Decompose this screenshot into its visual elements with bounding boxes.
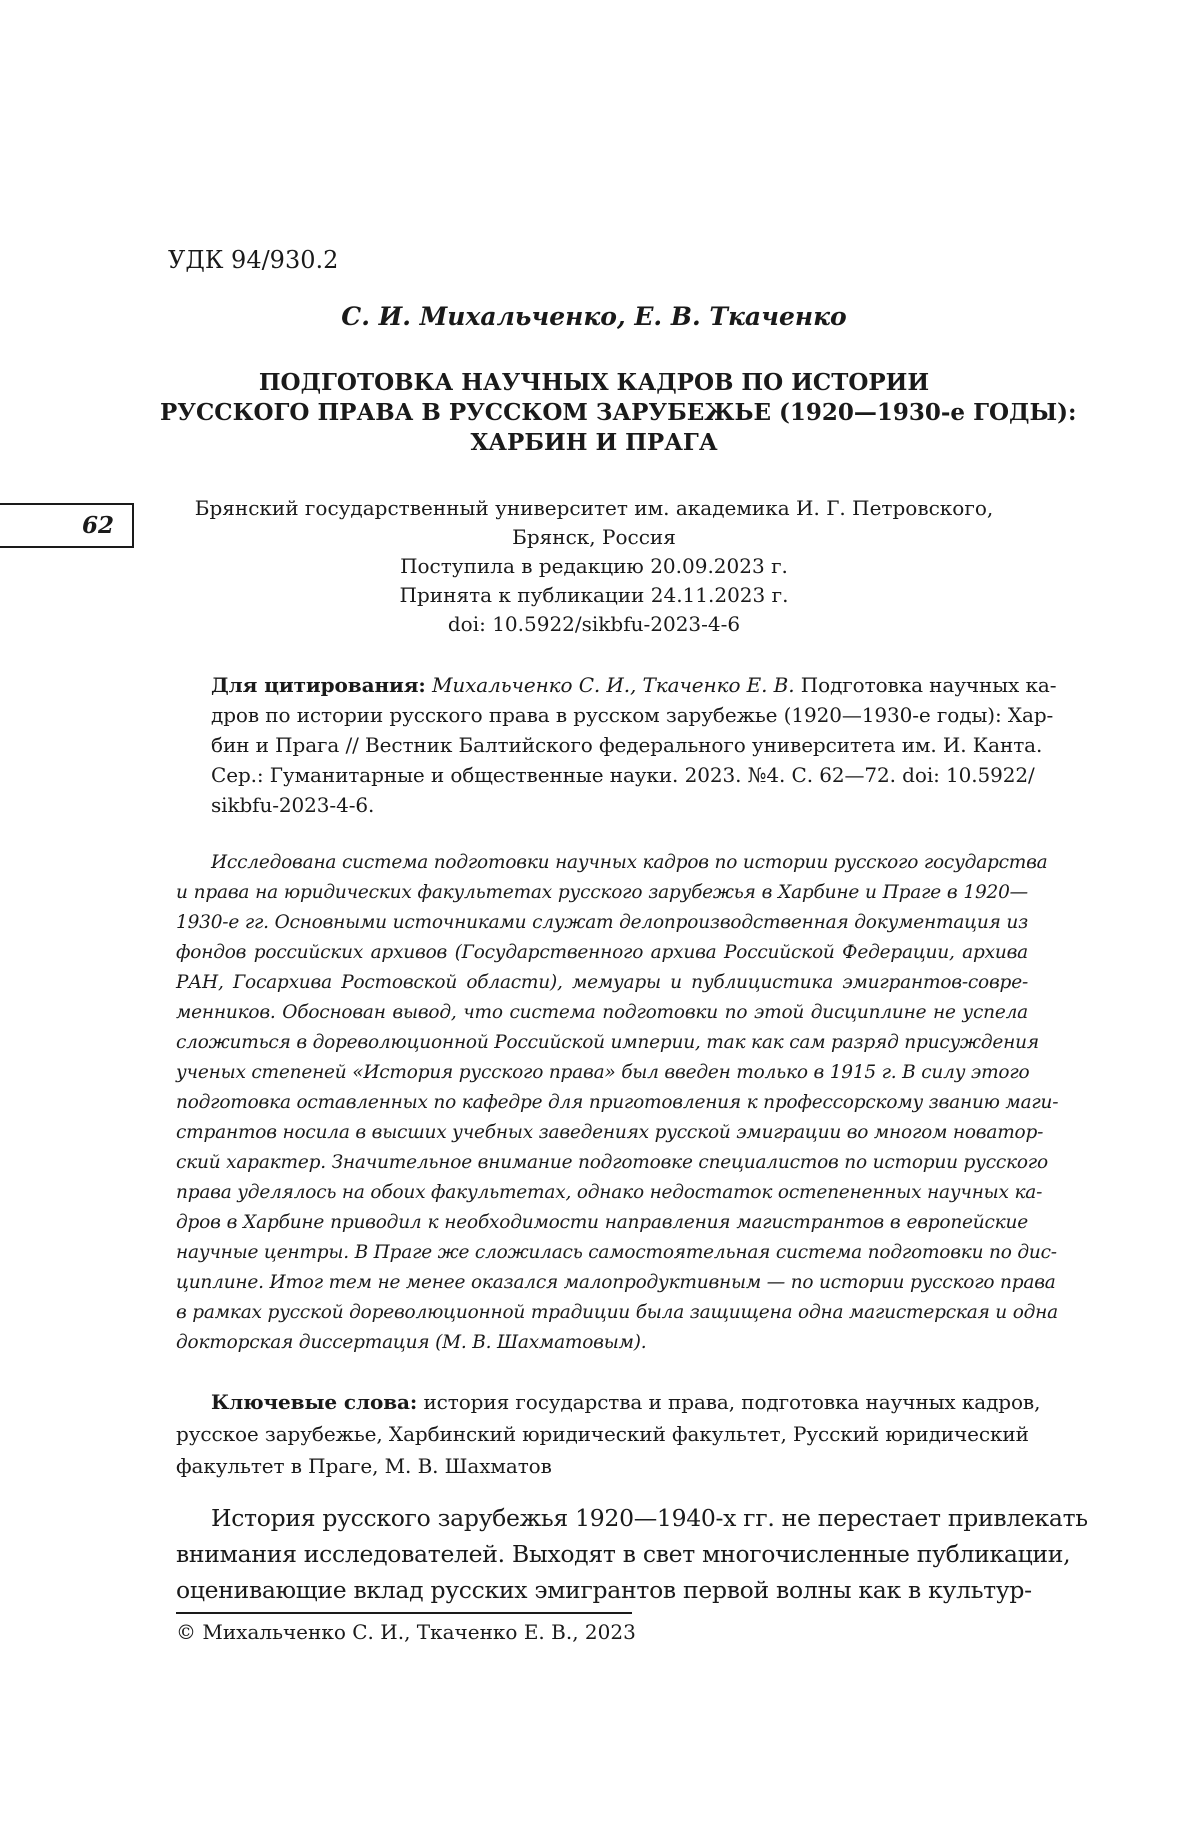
affiliation-university: Брянский государственный университет им. академика И. Г. Петровского, xyxy=(194,496,994,520)
keywords-text: история государства и права, подготовка научных кадров, xyxy=(423,1390,1041,1414)
keywords-block xyxy=(176,1386,1041,1482)
body-paragraph xyxy=(176,1500,1088,1608)
footnote-divider xyxy=(176,1612,632,1614)
keywords-line: факультет в Праге, М. В. Шахматов xyxy=(176,1454,552,1478)
abstract-line: научные центры. В Праге же сложилась самостоятельная система подготовки по дис- xyxy=(176,1242,1057,1263)
abstract-line: фондов российских архивов (Государственного архива Российской Федерации, архива xyxy=(176,942,1028,963)
title-line: РУССКОГО ПРАВА В РУССКОМ ЗАРУБЕЖЬЕ (1920—1930-е ГОДЫ): xyxy=(160,399,1077,426)
body-line: История русского зарубежья 1920—1940-х гг. не перестает привлекать xyxy=(211,1504,1088,1532)
accepted-date: Принята к публикации 24.11.2023 г. xyxy=(399,583,789,607)
abstract-line: менников. Обоснован вывод, что система подготовки по этой дисциплине не успела xyxy=(176,1002,1028,1023)
udk-code: УДК 94/930.2 xyxy=(168,246,339,274)
abstract xyxy=(176,848,1059,1358)
abstract-line: РАН, Госархива Ростовской области), мемуары и публицистика эмигрантов-совре- xyxy=(176,972,1028,993)
abstract-line: ский характер. Значительное внимание подготовке специалистов по истории русского xyxy=(176,1152,1048,1173)
citation-block xyxy=(211,670,1057,820)
abstract-line: права уделялось на обоих факультетах, однако недостаток остепененных научных ка- xyxy=(176,1182,1043,1203)
citation-authors: Михальченко С. И., Ткаченко Е. В. xyxy=(431,673,795,697)
citation-text: Подготовка научных ка- xyxy=(800,673,1057,697)
abstract-line: в рамках русской дореволюционной традиции была защищена одна магистерская и одна xyxy=(176,1302,1058,1323)
citation-line: sikbfu-2023-4-6. xyxy=(211,793,375,817)
abstract-line: 1930-е гг. Основными источниками служат делопроизводственная документация из xyxy=(176,912,1028,933)
title-line: ХАРБИН И ПРАГА xyxy=(470,429,718,456)
citation-label: Для цитирования: xyxy=(211,673,426,697)
title-line: ПОДГОТОВКА НАУЧНЫХ КАДРОВ ПО ИСТОРИИ xyxy=(258,369,930,396)
page-number: 62 xyxy=(81,512,114,539)
body-line: внимания исследователей. Выходят в свет многочисленные публикации, xyxy=(176,1540,1071,1568)
keywords-label: Ключевые слова: xyxy=(211,1390,418,1414)
doi: doi: 10.5922/sikbfu-2023-4-6 xyxy=(447,612,741,636)
body-line: оценивающие вклад русских эмигрантов первой волны как в культур- xyxy=(176,1576,1032,1604)
abstract-line: странтов носила в высших учебных заведениях русской эмиграции во многом новатор- xyxy=(176,1122,1044,1143)
received-date: Поступила в редакцию 20.09.2023 г. xyxy=(400,554,788,578)
affiliation-block xyxy=(160,494,1028,639)
abstract-line: и права на юридических факультетах русского зарубежья в Харбине и Праге в 1920— xyxy=(176,882,1028,903)
abstract-line: ученых степеней «История русского права» был введен только в 1915 г. В силу этого xyxy=(176,1062,1030,1083)
copyright-notice: © Михальченко С. И., Ткаченко Е. В., 2023 xyxy=(176,1620,636,1644)
abstract-line: докторская диссертация (М. В. Шахматовым). xyxy=(176,1332,647,1353)
page-number-box xyxy=(0,503,134,548)
abstract-line: циплине. Итог тем не менее оказался малопродуктивным — по истории русского права xyxy=(176,1272,1056,1293)
abstract-line: Исследована система подготовки научных кадров по истории русского государства xyxy=(211,852,1048,873)
article-title xyxy=(160,368,1077,458)
keywords-line: русское зарубежье, Харбинский юридический факультет, Русский юридический xyxy=(176,1422,1029,1446)
abstract-line: сложиться в дореволюционной Российской империи, так как сам разряд присуждения xyxy=(176,1032,1039,1053)
abstract-line: дров в Харбине приводил к необходимости направления магистрантов в европейские xyxy=(176,1212,1028,1233)
citation-line: Сер.: Гуманитарные и общественные науки. 2023. №4. С. 62—72. doi: 10.5922/ xyxy=(211,763,1035,787)
citation-line: дров по истории русского права в русском зарубежье (1920—1930-е годы): Хар- xyxy=(211,703,1054,727)
affiliation-city: Брянск, Россия xyxy=(512,525,676,549)
abstract-line: подготовка оставленных по кафедре для приготовления к профессорскому званию маги- xyxy=(176,1092,1059,1113)
citation-line xyxy=(211,670,1057,700)
article-authors: С. И. Михальченко, Е. В. Ткаченко xyxy=(341,302,847,331)
citation-line: бин и Прага // Вестник Балтийского федерального университета им. И. Канта. xyxy=(211,733,1043,757)
keywords-line xyxy=(176,1386,1041,1418)
